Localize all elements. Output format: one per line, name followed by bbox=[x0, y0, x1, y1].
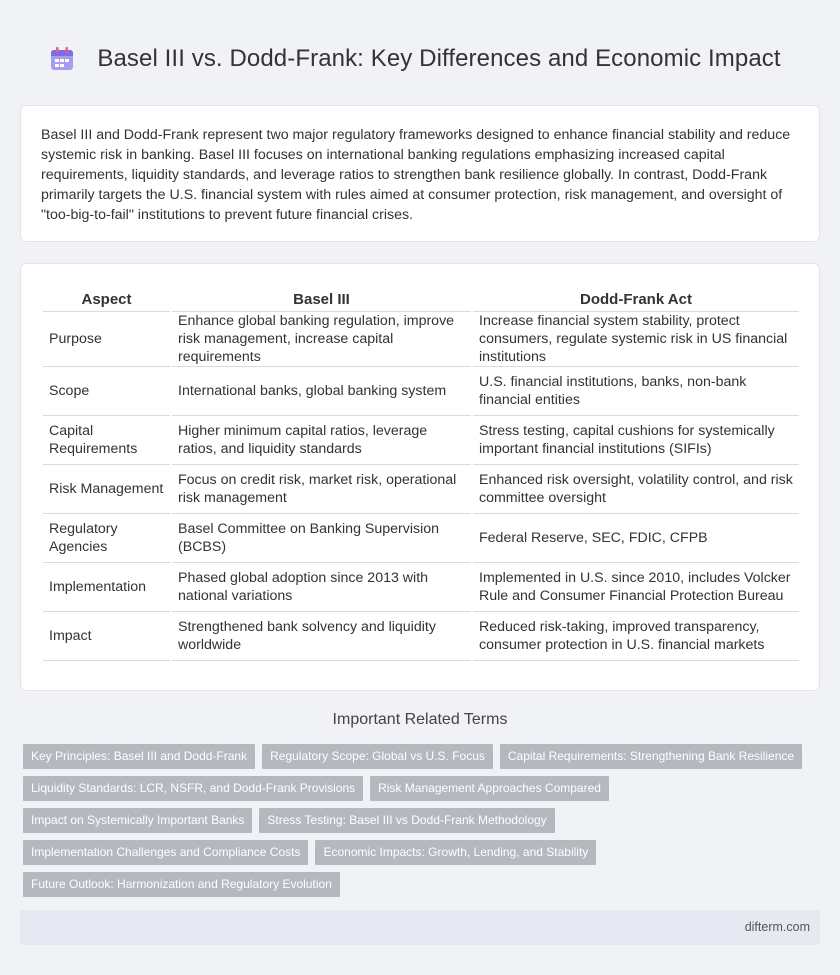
related-tag[interactable]: Economic Impacts: Growth, Lending, and Stability bbox=[315, 840, 596, 865]
row-aspect: Purpose bbox=[43, 311, 171, 366]
tag-row bbox=[23, 840, 813, 865]
row-aspect: Implementation bbox=[43, 562, 171, 611]
related-tag[interactable]: Capital Requirements: Strengthening Bank Resilience bbox=[500, 744, 802, 769]
table-row bbox=[43, 464, 799, 513]
comparison-card bbox=[20, 263, 820, 691]
row-dodd-frank: Reduced risk-taking, improved transparency, consumer protection in U.S. financial markets bbox=[472, 611, 799, 660]
table-row bbox=[43, 562, 799, 611]
row-basel: Enhance global banking regulation, improve risk management, increase capital requirements bbox=[171, 311, 472, 366]
table-row bbox=[43, 611, 799, 660]
tag-row bbox=[23, 872, 813, 897]
table-header-row bbox=[43, 288, 799, 311]
footer bbox=[20, 910, 820, 945]
related-terms-title: Important Related Terms bbox=[332, 711, 508, 728]
comparison-table bbox=[43, 288, 799, 661]
related-tag[interactable]: Stress Testing: Basel III vs Dodd-Frank Methodology bbox=[259, 808, 554, 833]
header-title-row bbox=[0, 37, 840, 81]
related-tag[interactable]: Risk Management Approaches Compared bbox=[370, 776, 609, 801]
calendar-icon bbox=[49, 46, 75, 72]
related-tag[interactable]: Impact on Systemically Important Banks bbox=[23, 808, 252, 833]
tag-row bbox=[23, 776, 813, 801]
row-dodd-frank: Stress testing, capital cushions for systemically important financial institutions (SIFIs) bbox=[472, 415, 799, 464]
related-terms-tags bbox=[23, 744, 813, 904]
row-aspect: Impact bbox=[43, 611, 171, 660]
table-row bbox=[43, 366, 799, 415]
row-aspect: Capital Requirements bbox=[43, 415, 171, 464]
row-dodd-frank: Enhanced risk oversight, volatility control, and risk committee oversight bbox=[472, 464, 799, 513]
header-basel: Basel III bbox=[171, 288, 472, 311]
row-aspect: Risk Management bbox=[43, 464, 171, 513]
related-tag[interactable]: Liquidity Standards: LCR, NSFR, and Dodd-Frank Provisions bbox=[23, 776, 363, 801]
intro-card bbox=[20, 105, 820, 242]
row-basel: Focus on credit risk, market risk, operational risk management bbox=[171, 464, 472, 513]
related-tag[interactable]: Future Outlook: Harmonization and Regulatory Evolution bbox=[23, 872, 340, 897]
related-tag[interactable]: Regulatory Scope: Global vs U.S. Focus bbox=[262, 744, 493, 769]
row-dodd-frank: Federal Reserve, SEC, FDIC, CFPB bbox=[472, 513, 799, 562]
page-title: Basel III vs. Dodd-Frank: Key Differences and Economic Impact bbox=[97, 45, 781, 72]
page-header bbox=[0, 0, 840, 118]
row-basel: Basel Committee on Banking Supervision (BCBS) bbox=[171, 513, 472, 562]
intro-paragraph: Basel III and Dodd-Frank represent two major regulatory frameworks designed to enhance financial stability and reduce systemic risk in banking. Basel III focuses on international banking regulations emphasizing increased capital requirements, liquidity standards, and leverage ratios to strengthen bank resilience globally. In contrast, Dodd-Frank primarily targets the U.S. financial system with rules aimed at consumer protection, risk management, and oversight of "too-big-to-fail" institutions to prevent future financial crises. bbox=[41, 127, 791, 223]
table-row bbox=[43, 415, 799, 464]
related-tag[interactable]: Implementation Challenges and Compliance Costs bbox=[23, 840, 308, 865]
row-basel: Strengthened bank solvency and liquidity worldwide bbox=[171, 611, 472, 660]
row-basel: International banks, global banking system bbox=[171, 366, 472, 415]
row-dodd-frank: U.S. financial institutions, banks, non-bank financial entities bbox=[472, 366, 799, 415]
footer-site-link[interactable]: difterm.com bbox=[744, 920, 810, 934]
header-dodd-frank: Dodd-Frank Act bbox=[472, 288, 799, 311]
row-dodd-frank: Increase financial system stability, protect consumers, regulate systemic risk in US financial institutions bbox=[472, 311, 799, 366]
tag-row bbox=[23, 808, 813, 833]
tag-row bbox=[23, 744, 813, 769]
table-row bbox=[43, 311, 799, 366]
row-aspect: Scope bbox=[43, 366, 171, 415]
row-basel: Higher minimum capital ratios, leverage ratios, and liquidity standards bbox=[171, 415, 472, 464]
table-row bbox=[43, 513, 799, 562]
header-aspect: Aspect bbox=[43, 288, 171, 311]
row-dodd-frank: Implemented in U.S. since 2010, includes Volcker Rule and Consumer Financial Protection Bureau bbox=[472, 562, 799, 611]
row-basel: Phased global adoption since 2013 with national variations bbox=[171, 562, 472, 611]
row-aspect: Regulatory Agencies bbox=[43, 513, 171, 562]
related-tag[interactable]: Key Principles: Basel III and Dodd-Frank bbox=[23, 744, 255, 769]
